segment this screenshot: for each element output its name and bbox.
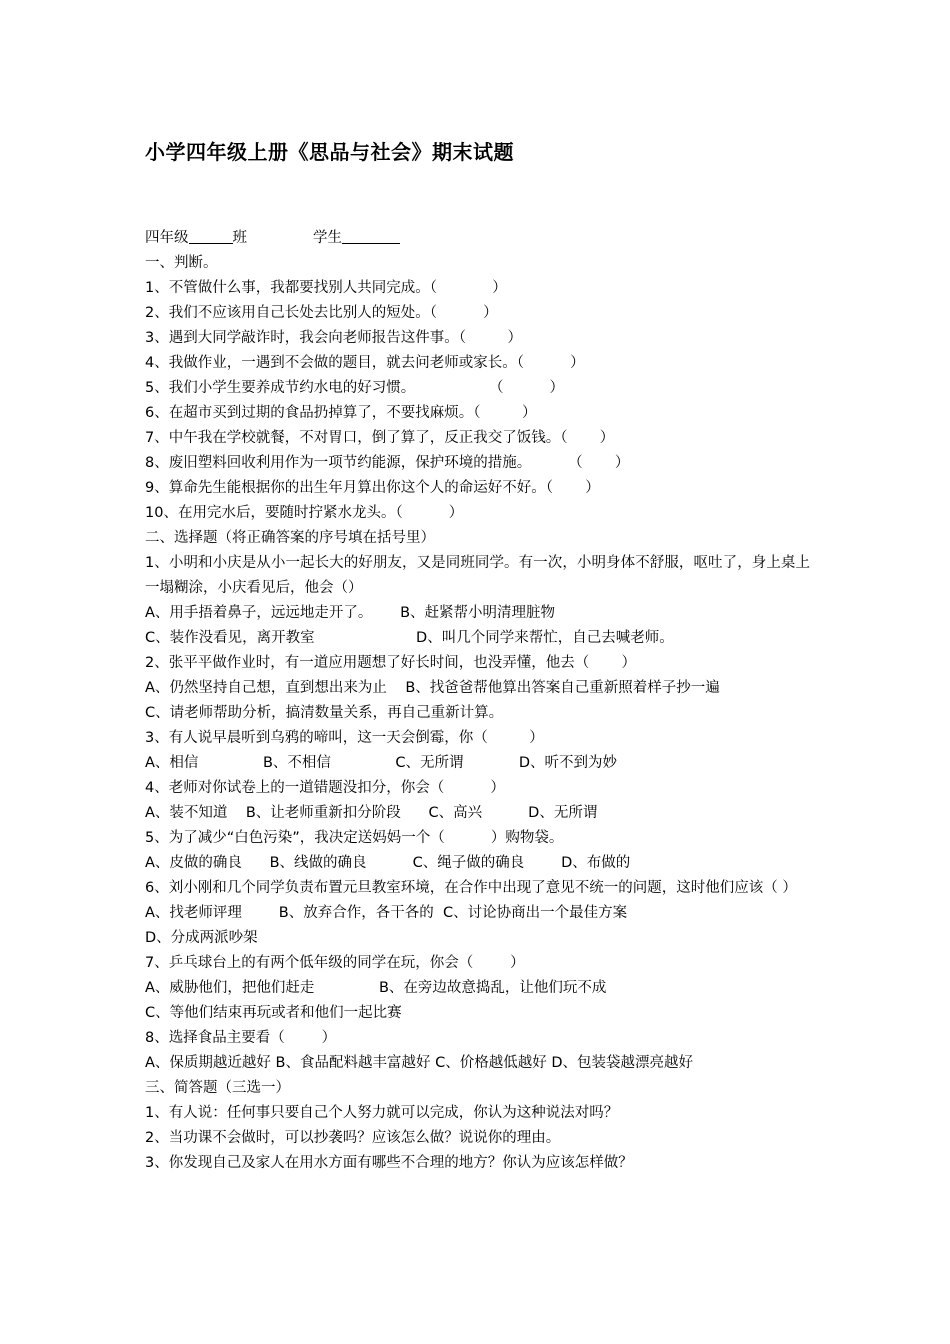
judge-item: 4、我做作业，一遇到不会做的题目，就去问老师或家长。（ ）	[145, 355, 585, 371]
student-name-blank	[342, 227, 400, 244]
short-answer-item: 1、有人说：任何事只要自己个人努力就可以完成，你认为这种说法对吗？	[145, 1105, 619, 1121]
short-answer-item: 3、你发现自己及家人在用水方面有哪些不合理的地方？你认为应该怎样做？	[145, 1155, 633, 1171]
choice-options: C、等他们结束再玩或者和他们一起比赛	[145, 1005, 402, 1021]
section2-heading: 二、选择题（将正确答案的序号填在括号里）	[145, 530, 435, 546]
judge-item: 7、中午我在学校就餐，不对胃口，倒了算了，反正我交了饭钱。（ ）	[145, 430, 615, 446]
section3-heading: 三、简答题（三选一）	[145, 1080, 290, 1096]
choice-options: A、威胁他们，把他们赶走 B、在旁边故意捣乱，让他们玩不成	[145, 980, 607, 996]
judge-item: 2、我们不应该用自己长处去比别人的短处。（ ）	[145, 305, 498, 321]
choice-options: A、仍然坚持自己想，直到想出来为止 B、找爸爸帮他算出答案自己重新照着样子抄一遍	[145, 680, 720, 696]
grade-label: 四年级	[145, 230, 189, 246]
choice-question-stem: 6、刘小刚和几个同学负责布置元旦教室环境，在合作中出现了意见不统一的问题，这时他们应该（ ）	[145, 880, 797, 896]
choice-options: A、相信 B、不相信 C、无所谓 D、听不到为妙	[145, 755, 618, 771]
choice-question-stem: 2、张平平做作业时，有一道应用题想了好长时间，也没弄懂，他去（ ）	[145, 655, 636, 671]
short-answer-item: 2、当功课不会做时，可以抄袭吗？应该怎么做？说说你的理由。	[145, 1130, 561, 1146]
choice-options: A、用手捂着鼻子，远远地走开了。 B、赶紧帮小明清理脏物	[145, 605, 556, 621]
judge-item: 10、在用完水后，要随时拧紧水龙头。（ ）	[145, 505, 464, 521]
judge-item: 3、遇到大同学敲诈时，我会向老师报告这件事。（ ）	[145, 330, 522, 346]
choice-question-stem: 7、乒乓球台上的有两个低年级的同学在玩，你会（ ）	[145, 955, 525, 971]
choice-question-stem: 3、有人说早晨听到乌鸦的啼叫，这一天会倒霉，你（ ）	[145, 730, 544, 746]
student-label: 学生	[313, 230, 342, 246]
choice-options: A、找老师评理 B、放弃合作，各干各的 C、讨论协商出一个最佳方案	[145, 905, 628, 921]
exam-body	[145, 226, 810, 1176]
page-title: 小学四年级上册《思品与社会》期末试题	[145, 140, 514, 164]
student-info-line	[145, 226, 810, 251]
choice-question-stem: 4、老师对你试卷上的一道错题没扣分，你会（ ）	[145, 780, 505, 796]
choice-options: A、保质期越近越好 B、食品配料越丰富越好 C、价格越低越好 D、包装袋越漂亮越好	[145, 1055, 693, 1071]
choice-question-stem: 8、选择食品主要看（ ）	[145, 1030, 337, 1046]
judge-item: 6、在超市买到过期的食品扔掉算了，不要找麻烦。（ ）	[145, 405, 537, 421]
choice-options: C、请老师帮助分析，搞清数量关系，再自己重新计算。	[145, 705, 504, 721]
choice-options: D、分成两派吵架	[145, 930, 258, 946]
choice-options: A、装不知道 B、让老师重新扣分阶段 C、高兴 D、无所谓	[145, 805, 598, 821]
section1-heading: 一、判断。	[145, 255, 218, 271]
choice-question-stem: 1、小明和小庆是从小一起长大的好朋友，又是同班同学。有一次，小明身体不舒服，呕吐了，身上桌上一塌糊涂，小庆看见后，他会（）	[145, 555, 810, 596]
choice-options: A、皮做的确良 B、线做的确良 C、绳子做的确良 D、布做的	[145, 855, 631, 871]
judge-item: 8、废旧塑料回收利用作为一项节约能源，保护环境的措施。 （ ）	[145, 455, 630, 471]
judge-item: 9、算命先生能根据你的出生年月算出你这个人的命运好不好。（ ）	[145, 480, 600, 496]
class-label: 班	[232, 230, 247, 246]
choice-question-stem: 5、为了减少“白色污染”，我决定送妈妈一个（ ）购物袋。	[145, 830, 564, 846]
class-blank	[189, 227, 233, 244]
judge-item: 5、我们小学生要养成节约水电的好习惯。 （ ）	[145, 380, 565, 396]
judge-item: 1、不管做什么事，我都要找别人共同完成。（ ）	[145, 280, 507, 296]
choice-options: C、装作没看见，离开教室 D、叫几个同学来帮忙，自己去喊老师。	[145, 630, 674, 646]
